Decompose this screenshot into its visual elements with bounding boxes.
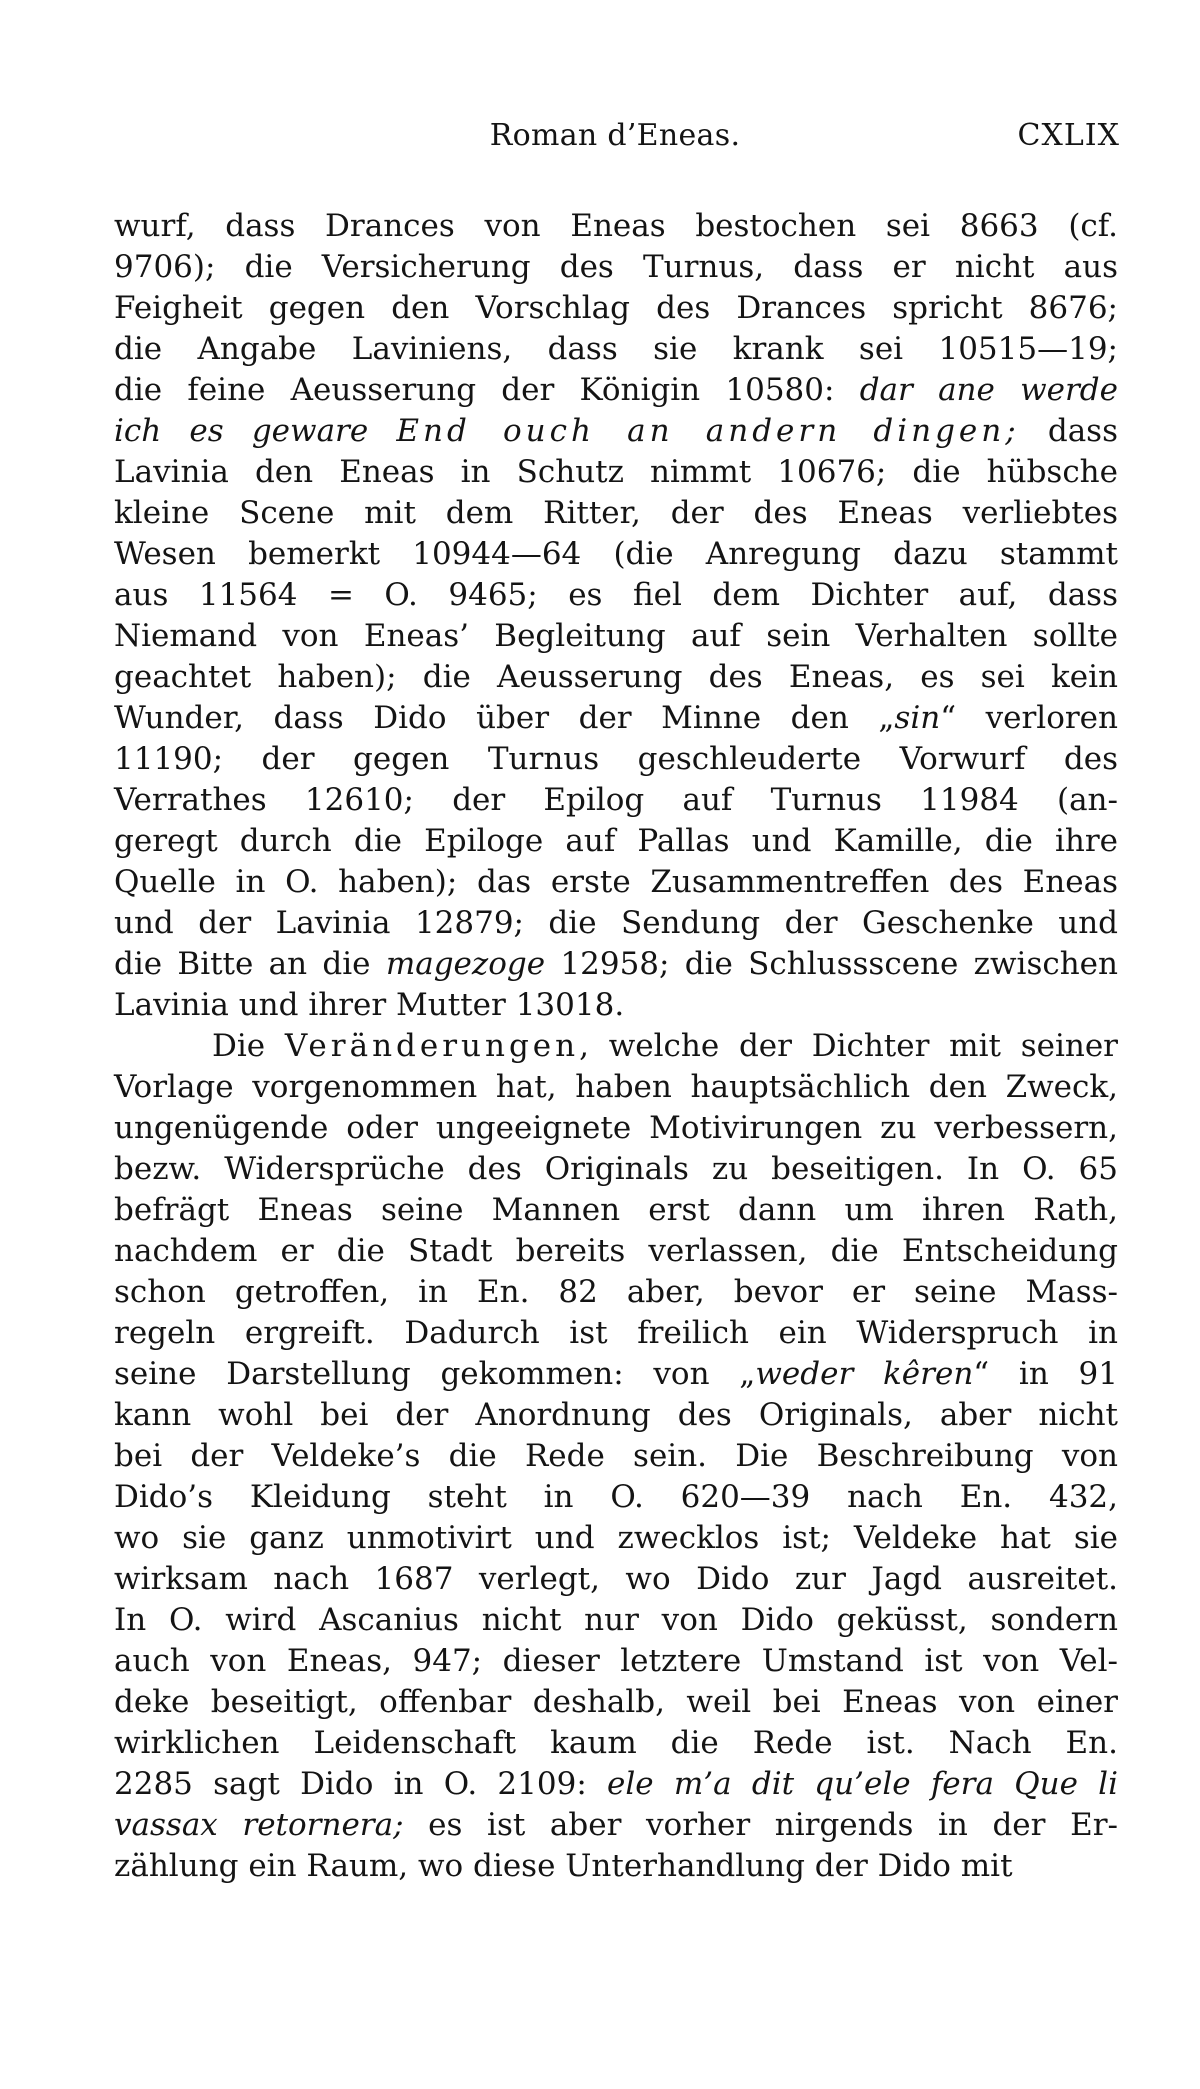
text-segment: wirklichen Leidenschaft kaum die Rede ist. Nach En. xyxy=(114,1725,1118,1761)
text-line xyxy=(114,1108,1118,1149)
text-segment: die Angabe Laviniens, dass sie krank sei 10515—19; xyxy=(114,331,1118,367)
text-line xyxy=(114,1354,1118,1395)
text-segment: End ouch an andern dingen; xyxy=(396,413,1020,449)
text-line xyxy=(114,1518,1118,1559)
text-segment: wurf, dass Drances von Eneas bestochen sei 8663 (cf. xyxy=(114,208,1118,244)
text-segment: Lavinia den Eneas in Schutz nimmt 10676; die hübsche xyxy=(114,454,1118,490)
text-segment: kann wohl bei der Anordnung des Originals, aber nicht xyxy=(114,1397,1118,1433)
text-line xyxy=(114,1764,1118,1805)
text-line xyxy=(114,657,1118,698)
text-segment: geachtet haben); die Aeusserung des Eneas, es sei kein xyxy=(114,659,1118,695)
text-segment: 2285 sagt Dido in O. 2109: xyxy=(114,1766,608,1802)
body-text xyxy=(114,206,1118,1887)
text-segment: nachdem er die Stadt bereits verlassen, die Entscheidung xyxy=(114,1233,1118,1269)
text-line xyxy=(114,247,1118,288)
text-line xyxy=(114,1682,1118,1723)
text-segment: seine Darstellung gekommen: von „ xyxy=(114,1356,756,1392)
text-line xyxy=(114,944,1118,985)
text-segment: 12958; die Schlussscene zwischen xyxy=(545,946,1118,982)
text-line xyxy=(114,1026,1118,1067)
text-line xyxy=(114,493,1118,534)
page-header xyxy=(110,118,1120,162)
text-segment: aus 11564 = O. 9465; es fiel dem Dichter auf, dass xyxy=(114,577,1118,613)
text-line xyxy=(114,616,1118,657)
text-line xyxy=(114,534,1118,575)
text-segment: wirksam nach 1687 verlegt, wo Dido zur Jagd ausreitet. xyxy=(114,1561,1118,1597)
text-segment: geregt durch die Epiloge auf Pallas und Kamille, die ihre xyxy=(114,823,1118,859)
text-line xyxy=(114,329,1118,370)
text-line xyxy=(114,575,1118,616)
text-segment: 9706); die Versicherung des Turnus, dass er nicht aus xyxy=(114,249,1118,285)
text-segment: Wesen bemerkt 10944—64 (die Anregung dazu stammt xyxy=(114,536,1118,572)
text-line xyxy=(114,821,1118,862)
text-segment: ungenügende oder ungeeignete Motivirungen zu verbessern, xyxy=(114,1110,1118,1146)
text-segment: dass xyxy=(1019,413,1118,449)
text-segment: “ verloren xyxy=(940,700,1118,736)
text-segment: ele m’a dit qu’ele fera Que li xyxy=(607,1766,1118,1802)
text-segment: ich es geware xyxy=(114,413,397,449)
text-segment: Lavinia und ihrer Mutter 13018. xyxy=(114,987,625,1023)
text-line xyxy=(114,452,1118,493)
text-segment: Verrathes 12610; der Epilog auf Turnus 11984 (an- xyxy=(114,782,1118,818)
text-line xyxy=(114,1395,1118,1436)
text-segment: die Bitte an die xyxy=(114,946,386,982)
text-segment: deke beseitigt, offenbar deshalb, weil bei Eneas von einer xyxy=(114,1684,1118,1720)
text-segment: weder kêren xyxy=(755,1356,974,1392)
text-line xyxy=(114,370,1118,411)
text-segment: 11190; der gegen Turnus geschleuderte Vorwurf des xyxy=(114,741,1118,777)
text-line xyxy=(114,1600,1118,1641)
text-segment: es ist aber vorher nirgends in der Er- xyxy=(403,1807,1119,1843)
text-line xyxy=(114,1846,1118,1887)
text-segment: Quelle in O. haben); das erste Zusammentreffen des Eneas xyxy=(114,864,1118,900)
text-line xyxy=(114,1272,1118,1313)
text-line xyxy=(114,1805,1118,1846)
text-line xyxy=(114,1149,1118,1190)
text-segment: , welche der Dichter mit seiner xyxy=(579,1028,1119,1064)
text-segment: Feigheit gegen den Vorschlag des Drances spricht 8676; xyxy=(114,290,1118,326)
text-segment: In O. wird Ascanius nicht nur von Dido geküsst, sondern xyxy=(114,1602,1118,1638)
text-line xyxy=(114,1641,1118,1682)
text-segment: Vorlage vorgenommen hat, haben hauptsächlich den Zweck, xyxy=(114,1069,1118,1105)
text-segment: zählung ein Raum, wo diese Unterhandlung der Dido mit xyxy=(114,1848,1013,1884)
text-segment: regeln ergreift. Dadurch ist freilich ein Widerspruch in xyxy=(114,1315,1118,1351)
text-line xyxy=(114,288,1118,329)
text-line xyxy=(114,985,1118,1026)
text-segment: sin xyxy=(894,700,941,736)
text-segment: wo sie ganz unmotivirt und zwecklos ist; Veldeke hat sie xyxy=(114,1520,1118,1556)
text-segment: bei der Veldeke’s die Rede sein. Die Beschreibung von xyxy=(114,1438,1118,1474)
text-line xyxy=(114,1559,1118,1600)
text-segment: befrägt Eneas seine Mannen erst dann um ihren Rath, xyxy=(114,1192,1118,1228)
text-segment: dar ane werde xyxy=(859,372,1118,408)
text-segment: auch von Eneas, 947; dieser letztere Umstand ist von Vel- xyxy=(114,1643,1118,1679)
text-segment: Niemand von Eneas’ Begleitung auf sein Verhalten sollte xyxy=(114,618,1118,654)
text-line xyxy=(114,1067,1118,1108)
text-line xyxy=(114,1477,1118,1518)
text-line xyxy=(114,739,1118,780)
text-line xyxy=(114,903,1118,944)
text-line xyxy=(114,780,1118,821)
page-number: CXLIX xyxy=(1017,118,1120,153)
text-segment: Die xyxy=(212,1028,285,1064)
text-segment: die feine Aeusserung der Königin 10580: xyxy=(114,372,860,408)
text-line xyxy=(114,1190,1118,1231)
text-segment: “ in 91 xyxy=(973,1356,1118,1392)
text-segment: und der Lavinia 12879; die Sendung der Geschenke und xyxy=(114,905,1118,941)
text-segment: schon getroffen, in En. 82 aber, bevor er seine Mass- xyxy=(114,1274,1118,1310)
text-segment: Wunder, dass Dido über der Minne den „ xyxy=(114,700,895,736)
running-title: Roman d’Eneas. xyxy=(489,118,741,153)
text-segment: bezw. Widersprüche des Originals zu beseitigen. In O. 65 xyxy=(114,1151,1118,1187)
text-line xyxy=(114,206,1118,247)
text-segment: Veränderungen xyxy=(284,1028,580,1064)
text-segment: Dido’s Kleidung steht in O. 620—39 nach En. 432, xyxy=(114,1479,1118,1515)
text-line xyxy=(114,1313,1118,1354)
text-line xyxy=(114,411,1118,452)
text-line xyxy=(114,1231,1118,1272)
text-segment: magezoge xyxy=(385,946,546,982)
text-line xyxy=(114,862,1118,903)
text-line xyxy=(114,698,1118,739)
text-segment: vassax retornera; xyxy=(114,1807,404,1843)
text-line xyxy=(114,1436,1118,1477)
text-line xyxy=(114,1723,1118,1764)
text-segment: kleine Scene mit dem Ritter, der des Eneas verliebtes xyxy=(114,495,1118,531)
